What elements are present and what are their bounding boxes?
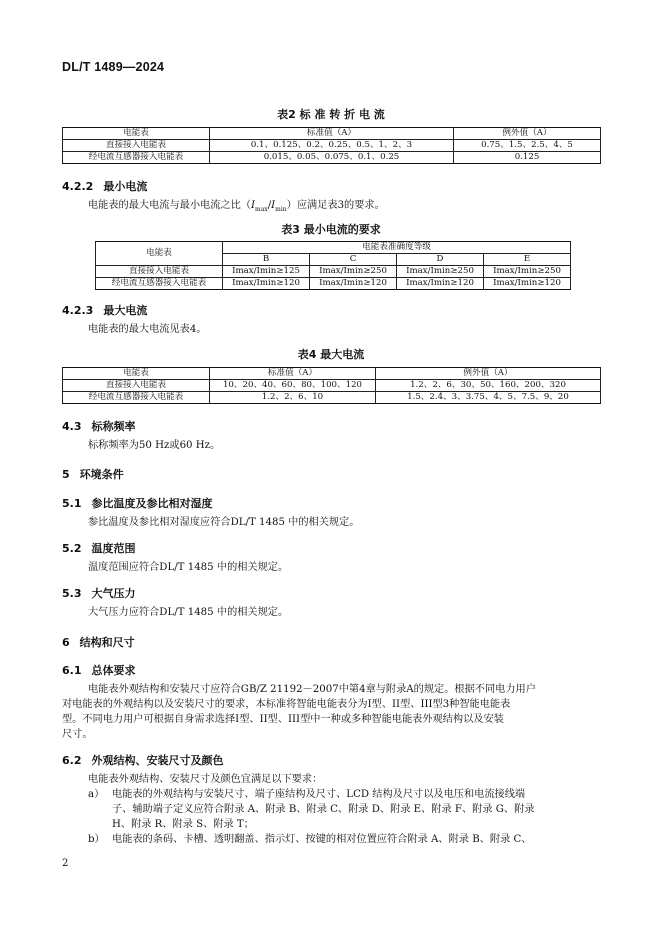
section-4-3-paragraph: 标称频率为50 Hz或60 Hz。: [88, 440, 221, 451]
section-4-2-3-paragraph: 电能表的最大电流见表4。: [88, 324, 207, 335]
table-cell: Imax/Imin≥250: [397, 266, 484, 278]
table-cell: 直接接入电能表: [63, 140, 210, 152]
table-cell: 1.2、2、6、30、50、160、200、320: [376, 380, 601, 392]
subscript-min: min: [275, 206, 287, 214]
section-6-1-line: 型。不同电力用户可根据自身需求选择I型、II型、III型中一种或多种智能电能表外观结构以及安装: [62, 714, 504, 725]
section-6-heading: [62, 634, 135, 650]
section-title: 温度范围: [91, 542, 136, 555]
table-cell: 0.125: [454, 152, 601, 164]
section-6-1-heading: [62, 662, 136, 678]
para-text: 电能表的最大电流与最小电流之比（: [88, 200, 251, 211]
section-5-3-paragraph: 大气压力应符合DL/T 1485 中的相关规定。: [88, 607, 289, 618]
section-number: 4.3: [62, 420, 82, 433]
list-item-label: b）: [88, 834, 105, 845]
table-cell: 直接接入电能表: [96, 266, 223, 278]
section-5-2-heading: [62, 540, 136, 556]
section-5-3-heading: [62, 585, 136, 601]
table-header-cell: C: [310, 254, 397, 266]
table-cell: 0.1、0.125、0.2、0.25、0.5、1、2、3: [210, 140, 454, 152]
table3-caption: 表3 最小电流的要求: [281, 223, 381, 236]
table-row: [63, 392, 601, 404]
table-header-cell: 电能表: [63, 128, 210, 140]
table-cell: 1.5、2.4、3、3.75、4、5、7.5、9、20: [376, 392, 601, 404]
section-5-1-paragraph: 参比温度及参比相对湿度应符合DL/T 1485 中的相关规定。: [88, 517, 360, 528]
table2: [62, 127, 601, 164]
section-number: 5.1: [62, 497, 82, 510]
table-header-cell: B: [223, 254, 310, 266]
section-number: 5.2: [62, 542, 82, 555]
table-cell: Imax/Imin≥125: [223, 266, 310, 278]
section-4-2-2-paragraph: [88, 198, 385, 217]
section-5-1-heading: [62, 495, 213, 511]
table-cell: Imax/Imin≥250: [310, 266, 397, 278]
current-var: I: [271, 200, 276, 211]
section-title: 环境条件: [79, 468, 124, 481]
table-header-cell: 电能表: [63, 368, 210, 380]
section-6-1-line: 对电能表的外观结构以及安装尺寸的要求，本标准将智能电能表分为I型、II型、III型3种智能电能表: [62, 699, 511, 710]
table-header-cell: D: [397, 254, 484, 266]
table-row: [63, 140, 601, 152]
section-4-3-heading: [62, 418, 136, 434]
section-5-heading: [62, 466, 124, 482]
table-header-cell: E: [484, 254, 571, 266]
table4-caption: 表4 最大电流: [297, 348, 365, 361]
list-item-line: 电能表的条码、卡槽、透明翻盖、指示灯、按键的相对位置应符合附录 A、附录 B、附录 C、: [112, 834, 532, 845]
list-item-line: 子、辅助端子定义应符合附录 A、附录 B、附录 C、附录 D、附录 E、附录 F、附录 G、附录: [112, 804, 535, 815]
table-row: [96, 278, 571, 290]
table-header-row: [63, 128, 601, 140]
subscript-max: max: [255, 206, 268, 214]
table4: [62, 367, 601, 404]
section-title: 总体要求: [91, 664, 136, 677]
section-title: 结构和尺寸: [79, 636, 135, 649]
table-cell: 经电流互感器接入电能表: [63, 152, 210, 164]
section-number: 5.3: [62, 587, 82, 600]
table-row: [96, 266, 571, 278]
table-header-cell: 电能表: [96, 242, 223, 266]
para-slash: /: [267, 200, 272, 211]
section-number: 4.2.2: [62, 180, 94, 193]
section-number: 4.2.3: [62, 304, 94, 317]
section-6-2-heading: [62, 752, 224, 768]
table-header-cell: 标准值（A）: [210, 368, 376, 380]
table3: [95, 241, 571, 290]
table-cell: 0.015、0.05、0.075、0.1、0.25: [210, 152, 454, 164]
table-header-row: [96, 242, 571, 254]
table-cell: 经电流互感器接入电能表: [63, 392, 210, 404]
table-cell: Imax/Imin≥120: [397, 278, 484, 290]
table-cell: 10、20、40、60、80、100、120: [210, 380, 376, 392]
standard-number: DL/T 1489—2024: [62, 60, 165, 74]
section-title: 标称频率: [91, 420, 136, 433]
list-item: [88, 787, 588, 832]
section-title: 参比温度及参比相对湿度: [91, 497, 213, 510]
table-cell: Imax/Imin≥120: [484, 278, 571, 290]
section-6-2-intro: 电能表外观结构、安装尺寸及颜色宜满足以下要求：: [88, 774, 323, 785]
table-row: [63, 380, 601, 392]
table-header-row: [63, 368, 601, 380]
list-item-line: 电能表的外观结构与安装尺寸、端子座结构及尺寸、LCD 结构及尺寸以及电压和电流接线端: [112, 789, 526, 800]
section-4-2-2-heading: [62, 178, 147, 194]
section-number: 6.2: [62, 754, 82, 767]
para-text: ）应满足表3的要求。: [286, 200, 385, 211]
section-title: 大气压力: [91, 587, 136, 600]
section-number: 6.1: [62, 664, 82, 677]
requirements-list: [88, 787, 588, 847]
table-cell: Imax/Imin≥120: [223, 278, 310, 290]
section-title: 外观结构、安装尺寸及颜色: [91, 754, 224, 767]
list-item-line: H、附录 R、附录 S、附录 T；: [112, 819, 254, 830]
section-4-2-3-heading: [62, 302, 147, 318]
table-cell: Imax/Imin≥120: [310, 278, 397, 290]
table-header-cell: 标准值（A）: [210, 128, 454, 140]
page-number: 2: [62, 858, 69, 869]
list-item-label: a）: [88, 789, 105, 800]
table-row: [63, 152, 601, 164]
table-header-cell: 例外值（A）: [454, 128, 601, 140]
table-header-cell: 电能表准确度等级: [223, 242, 571, 254]
section-5-2-paragraph: 温度范围应符合DL/T 1485 中的相关规定。: [88, 562, 289, 573]
list-item: [88, 832, 588, 847]
section-number: 6: [62, 636, 70, 649]
table-cell: 0.75、1.5、2.5、4、5: [454, 140, 601, 152]
table-cell: 直接接入电能表: [63, 380, 210, 392]
section-title: 最大电流: [103, 304, 148, 317]
table-cell: 经电流互感器接入电能表: [96, 278, 223, 290]
table-header-cell: 例外值（A）: [376, 368, 601, 380]
section-number: 5: [62, 468, 70, 481]
section-6-1-line: 尺寸。: [62, 729, 93, 740]
section-6-1-line: 电能表外观结构和安装尺寸应符合GB/Z 21192－2007中第4章与附录A的规定。根据不同电力用户: [88, 684, 536, 695]
table-cell: Imax/Imin≥250: [484, 266, 571, 278]
current-var: I: [251, 200, 256, 211]
section-title: 最小电流: [103, 180, 148, 193]
table-cell: 1.2、2、6、10: [210, 392, 376, 404]
table2-caption: 表2 标 准 转 折 电 流: [277, 108, 385, 121]
